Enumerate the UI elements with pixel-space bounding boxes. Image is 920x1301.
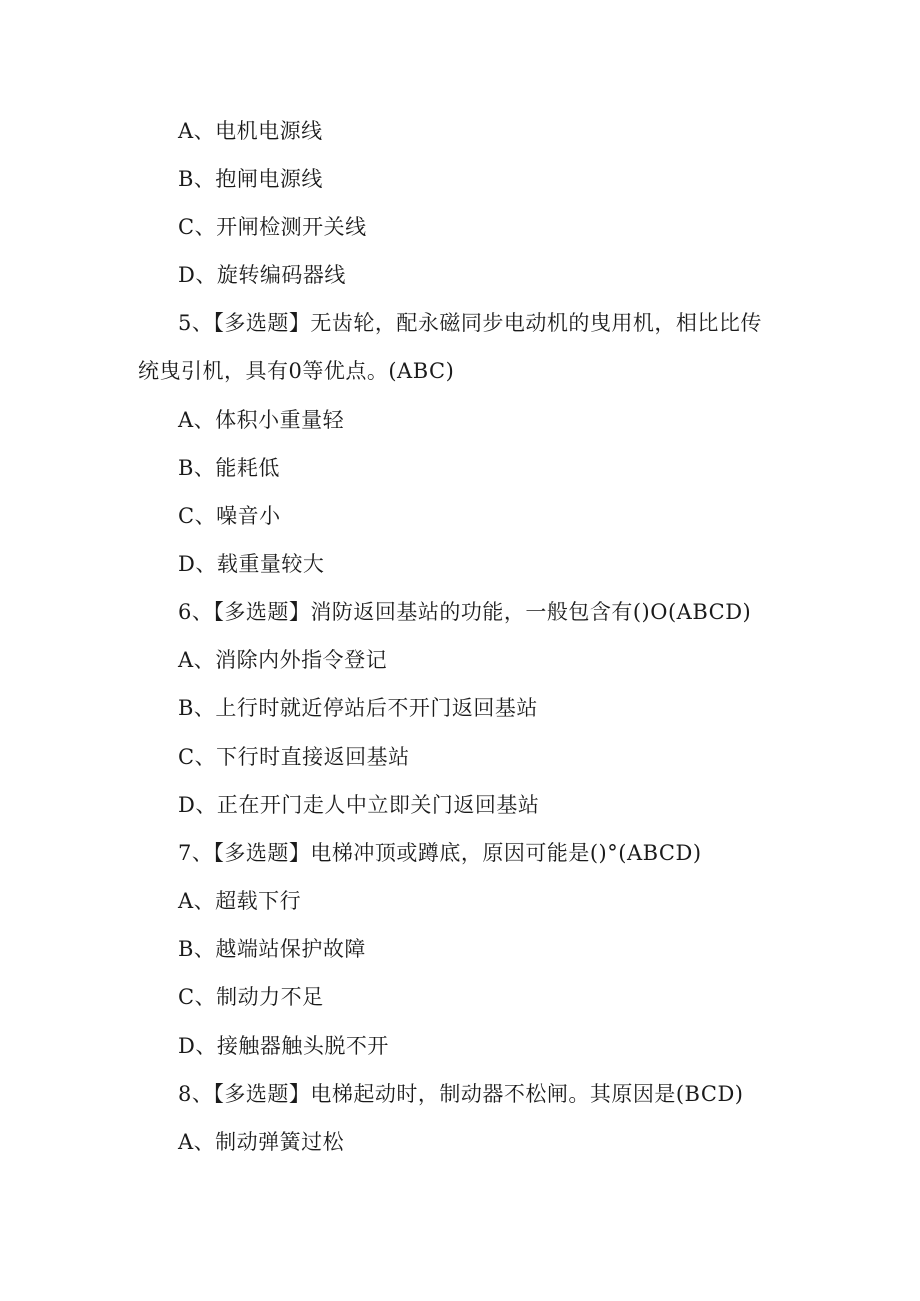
option-line: A、体积小重量轻 xyxy=(178,408,345,432)
option-line: C、开闸检测开关线 xyxy=(178,215,367,239)
option-line: D、接触器触头脱不开 xyxy=(178,1034,389,1058)
question-line: 8、【多选题】电梯起动时，制动器不松闸。其原因是(BCD) xyxy=(178,1082,744,1106)
option-line: D、载重量较大 xyxy=(178,552,325,576)
question-line: 7、【多选题】电梯冲顶或蹲底，原因可能是()°(ABCD) xyxy=(178,841,702,865)
option-line: A、制动弹簧过松 xyxy=(178,1130,345,1154)
question-line: 5、【多选题】无齿轮，配永磁同步电动机的曳用机，相比比传 xyxy=(178,311,762,335)
option-line: B、越端站保护故障 xyxy=(178,937,366,961)
option-line: D、旋转编码器线 xyxy=(178,263,346,287)
option-line: C、制动力不足 xyxy=(178,985,324,1009)
option-line: A、消除内外指令登记 xyxy=(178,648,388,672)
option-line: C、噪音小 xyxy=(178,504,281,528)
option-line: D、正在开门走人中立即关门返回基站 xyxy=(178,793,540,817)
option-line: B、抱闸电源线 xyxy=(178,167,323,191)
option-line: C、下行时直接返回基站 xyxy=(178,745,410,769)
question-line: 6、【多选题】消防返回基站的功能，一般包含有()O(ABCD) xyxy=(178,600,752,624)
option-line: A、超载下行 xyxy=(178,889,302,913)
option-line: B、上行时就近停站后不开门返回基站 xyxy=(178,696,538,720)
question-continuation-line: 统曳引机，具有0等优点。(ABC) xyxy=(138,359,455,383)
option-line: A、电机电源线 xyxy=(178,119,323,143)
option-line: B、能耗低 xyxy=(178,456,280,480)
